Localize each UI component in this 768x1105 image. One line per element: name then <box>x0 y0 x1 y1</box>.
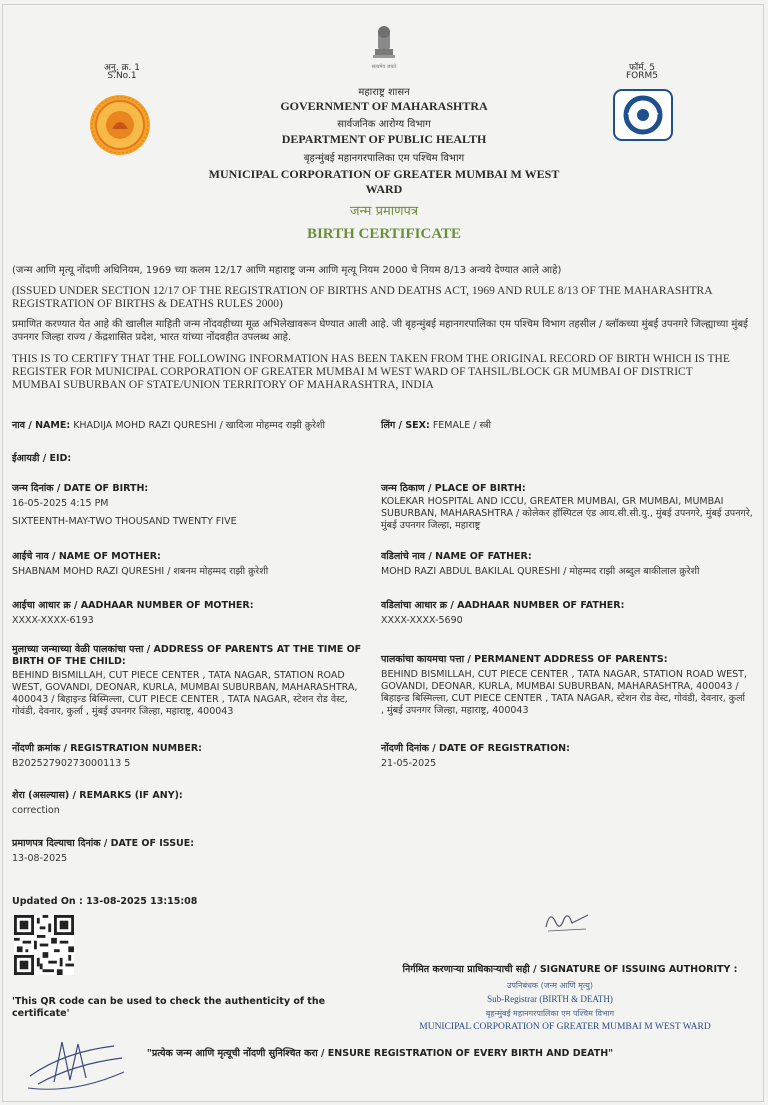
address-at-birth-value: BEHIND BISMILLAH, CUT PIECE CENTER , TATA NAGAR, STATION ROAD WEST, GOVANDI, DEONAR, KURLA, MUMBAI SUBURBAN, MAHARASHTRA, 400043 / बिहाइन्ड बिस्मिल्ला, CUT PIECE CENTER , TATA NAGAR, स्टेशन रोड वेस्ट, गोवंडी, देवनार, कुर्ला , मुंबई उपनगर जिल्हा, महाराष्ट्र, 400043 <box>12 670 358 717</box>
date-of-issue-value: 13-08-2025 <box>12 853 68 864</box>
crs-logo-icon <box>613 89 673 141</box>
form-number-en: FORM5 <box>625 71 658 81</box>
dob-label: जन्म दिनांक / DATE OF BIRTH: <box>12 483 149 494</box>
father-name-label: वडिलांचे नाव / NAME OF FATHER: <box>381 551 532 562</box>
remarks-label: शेरा (असल्यास) / REMARKS (IF ANY): <box>12 790 183 801</box>
department-en: DEPARTMENT OF PUBLIC HEALTH <box>281 132 487 146</box>
registration-date-value: 21-05-2025 <box>381 758 437 769</box>
eid-label: ईआयडी / EID: <box>12 453 72 464</box>
aadhaar-father-value: XXXX-XXXX-5690 <box>381 615 463 626</box>
pob-label: जन्म ठिकाण / PLACE OF BIRTH: <box>381 483 526 494</box>
permanent-address-label: पालकांचा कायमचा पत्ता / PERMANENT ADDRESS OF PARENTS: <box>381 654 668 665</box>
aadhaar-mother-label: आईचा आधार क्र / AADHAAR NUMBER OF MOTHER: <box>12 600 254 611</box>
certify-statement-en: THIS IS TO CERTIFY THAT THE FOLLOWING INFORMATION HAS BEEN TAKEN FROM THE ORIGINAL RECORD OF BIRTH WHICH IS THE REGISTER FOR MUNICIPAL CORPORATION OF GREATER MUMBAI M WEST WARD OF TAHSIL/BLOCK GR MUMBAI OF DISTRICT MUMBAI SUBURBAN OF STATE/UNION TERRITORY OF MAHARASHTRA, INDIA <box>12 353 730 391</box>
initials-signature <box>24 1032 128 1096</box>
qr-code-icon[interactable] <box>14 915 74 975</box>
serial-number-mr: अनु. क्र. 1 <box>104 63 140 73</box>
remarks-value: correction <box>12 805 60 816</box>
registration-number-value: B20252790273000113 5 <box>12 758 131 769</box>
dob-value: 16-05-2025 4:15 PM <box>12 498 109 509</box>
name-value: KHADIJA MOHD RAZI QURESHI / खादिजा मोहम्मद राझी क़ुरेशी <box>73 420 325 431</box>
authority-corp-en: MUNICIPAL CORPORATION OF GREATER MUMBAI M WEST WARD <box>419 1022 711 1032</box>
registration-number-label: नोंदणी क्रमांक / REGISTRATION NUMBER: <box>12 743 202 754</box>
qr-note: 'This QR code can be used to check the authenticity of the certificate' <box>12 996 326 1019</box>
name-field <box>12 420 382 432</box>
slogan: "प्रत्येक जन्म आणि मृत्यूची नोंदणी सुनिश्चित करा / ENSURE REGISTRATION OF EVERY BIRTH AND DEATH" <box>146 1048 614 1059</box>
name-label: नाव / NAME: <box>12 420 71 431</box>
national-emblem-icon <box>369 24 399 64</box>
department-mr: सार्वजनिक आरोग्य विभाग <box>337 119 431 130</box>
aadhaar-mother-value: XXXX-XXXX-6193 <box>12 615 94 626</box>
sub-registrar-en: Sub-Registrar (BIRTH & DEATH) <box>487 994 613 1004</box>
certificate-title-en: BIRTH CERTIFICATE <box>306 226 462 242</box>
corporation-mr: बृहन्मुंबई महानगरपालिका एम पश्चिम विभाग <box>303 153 465 164</box>
sex-field <box>381 420 751 432</box>
sub-registrar-mr: उपनिबंधक (जन्म आणि मृत्यु) <box>507 981 593 990</box>
serial-number-en: S.No.1 <box>107 71 137 81</box>
mother-name-value: SHABNAM MOHD RAZI QURESHI / शबनम मोहम्मद राझी क़ुरेशी <box>12 566 269 577</box>
permanent-address-value: BEHIND BISMILLAH, CUT PIECE CENTER , TATA NAGAR, STATION ROAD WEST, GOVANDI, DEONAR, KURLA, MUMBAI SUBURBAN, MAHARASHTRA, 400043 / बिहाइन्ड बिस्मिल्ला, CUT PIECE CENTER , TATA NAGAR, स्टेशन रोड वेस्ट, गोवंडी, देवनार, कुर्ला , मुंबई उपनगर जिल्हा, महाराष्ट्र, 400043 <box>381 669 747 716</box>
aadhaar-father-label: वडिलांचा आधार क्र / AADHAAR NUMBER OF FATHER: <box>381 600 625 611</box>
form-number-mr: फॉर्म. 5 <box>628 63 656 73</box>
corporation-en-line2: WARD <box>365 182 403 196</box>
state-name-en: GOVERNMENT OF MAHARASHTRA <box>280 99 488 113</box>
father-name-value: MOHD RAZI ABDUL BAKILAL QURESHI / मोहम्मद राझी अब्दुल बाकीलाल क़ुरेशी <box>381 566 700 577</box>
certify-statement-mr: प्रमाणित करण्यात येत आहे की खालील माहिती जन्म नोंदवहीच्या मूळ अभिलेखावरून घेण्यात आली आहे. जी बृहन्मुंबई महानगरपालिका एम पश्चिम विभाग तहसील / ब्लॉकच्या मुंबई उपनगरे जिल्ह्याच्या मुंबई उपनगर जिल्हा राज्य / केंद्रशासित प्रदेश, भारत यांच्या नोंदवहीत उपलब्ध आहे. <box>12 319 748 343</box>
address-at-birth-label: मुलाच्या जन्माच्या वेळी पालकांचा पत्ता / ADDRESS OF PARENTS AT THE TIME OF BIRTH OF THE CHILD: <box>12 644 362 667</box>
updated-on: Updated On : 13-08-2025 13:15:08 <box>12 896 198 907</box>
maharashtra-seal-icon <box>88 93 152 157</box>
mother-name-label: आईचे नाव / NAME OF MOTHER: <box>12 551 161 562</box>
sex-value: FEMALE / स्त्री <box>432 420 491 431</box>
registration-date-label: नोंदणी दिनांक / DATE OF REGISTRATION: <box>381 743 570 754</box>
certificate-title-mr: जन्म प्रमाणपत्र <box>349 204 419 219</box>
signature-authority-label: निर्गमित करणाऱ्या प्राधिकाऱ्याची सही / SIGNATURE OF ISSUING AUTHORITY : <box>402 964 738 975</box>
sex-label: लिंग / SEX: <box>381 420 430 431</box>
authority-corp-mr: बृहन्मुंबई महानगरपालिका एम पश्चिम विभाग <box>485 1009 615 1018</box>
authority-signature <box>542 905 592 935</box>
act-reference-en: (ISSUED UNDER SECTION 12/17 OF THE REGISTRATION OF BIRTHS AND DEATHS ACT, 1969 AND RULE 8/13 OF THE MAHARASHTRA REGISTRATION OF BIRTHS & DEATHS RULES 2000) <box>12 285 712 310</box>
emblem-caption: सत्यमेव जयते <box>371 64 397 70</box>
dob-in-words: SIXTEENTH-MAY-TWO THOUSAND TWENTY FIVE <box>12 516 237 527</box>
pob-value: KOLEKAR HOSPITAL AND ICCU, GREATER MUMBAI, GR MUMBAI, MUMBAI SUBURBAN, MAHARASHTRA / कोलेकर हॉस्पिटल एंड आय.सी.सी.यु., मुंबई उपनगरे, मुंबई उपनगरे, मुंबई उपनगर जिल्हा, महाराष्ट्र <box>381 496 753 531</box>
act-reference-mr: (जन्म आणि मृत्यू नोंदणी अधिनियम, 1969 च्या कलम 12/17 आणि महाराष्ट्र जन्म आणि मृत्यू नियम 2000 चे नियम 8/13 अन्वये देण्यात आले आहे) <box>12 265 562 276</box>
date-of-issue-label: प्रमाणपत्र दिल्याचा दिनांक / DATE OF ISSUE: <box>12 838 195 849</box>
corporation-en-line1: MUNICIPAL CORPORATION OF GREATER MUMBAI M WEST <box>208 167 560 181</box>
state-name-mr: महाराष्ट्र शासन <box>358 87 410 98</box>
